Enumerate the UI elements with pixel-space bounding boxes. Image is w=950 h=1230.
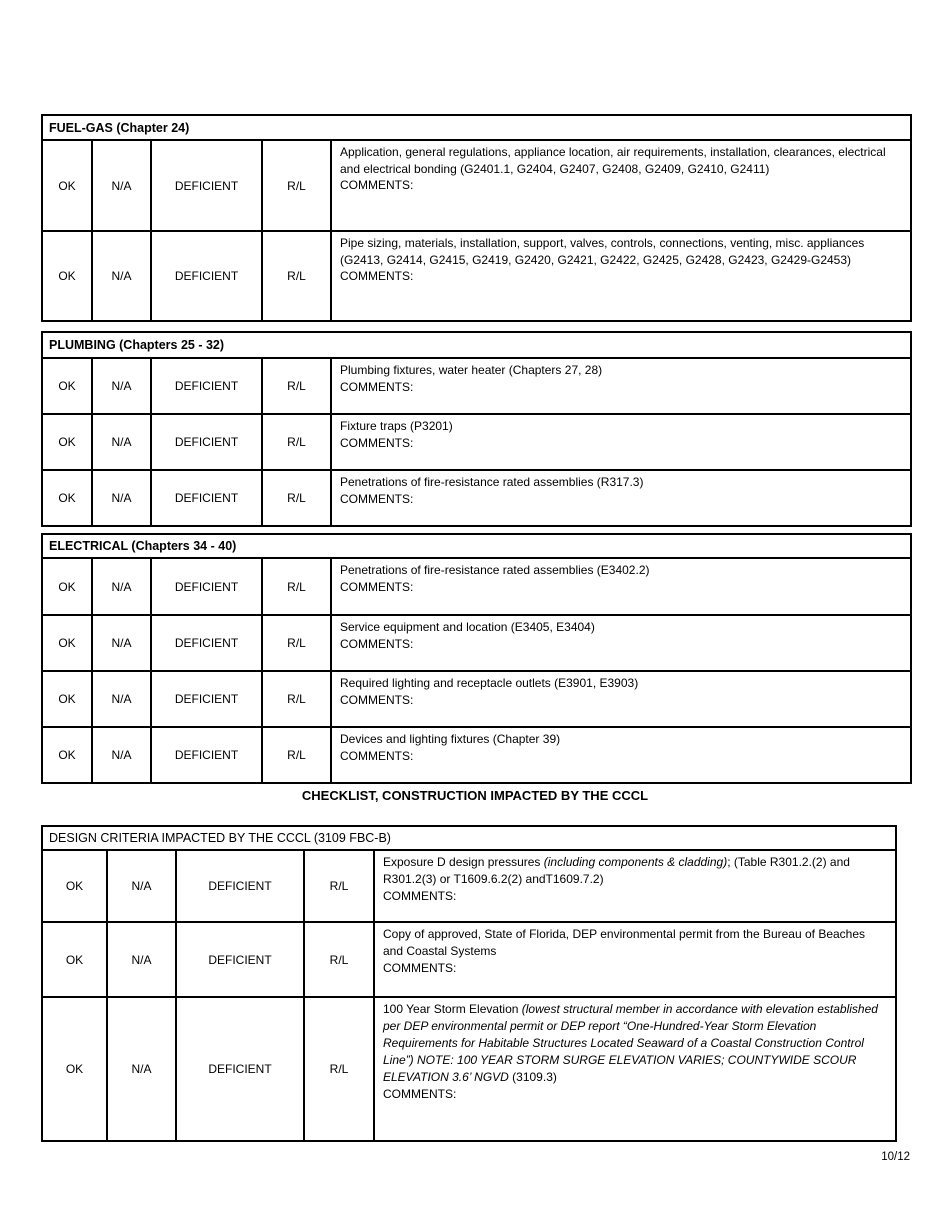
status-cell-ok: OK (42, 615, 92, 671)
section-title-fuel_gas: FUEL-GAS (Chapter 24) (42, 115, 911, 140)
status-cell-ok: OK (42, 414, 92, 470)
item-description-cell (331, 615, 911, 671)
status-cell-r-l: R/L (262, 231, 331, 321)
checklist-row (42, 615, 911, 671)
item-description: Devices and lighting fixtures (Chapter 39) (340, 732, 561, 746)
status-cell-n-a: N/A (92, 231, 151, 321)
item-description: Required lighting and receptacle outlets (E3901, E3903) (340, 676, 639, 690)
checklist-row (42, 140, 911, 231)
item-description-cell (331, 414, 911, 470)
comments-label: COMMENTS: (383, 1087, 457, 1101)
item-description: Pipe sizing, materials, installation, support, valves, controls, connections, venting, misc. appliances (G2413, G2414, G2415, G2419, G2420, G2421, G2422, G2425, G2428, G2423, G2429-G2453) (340, 236, 865, 267)
checklist-row (42, 414, 911, 470)
status-cell-ok: OK (42, 470, 92, 526)
checklist-table-plumbing (41, 331, 912, 527)
item-description: 100 Year Storm Elevation (lowest structural member in accordance with elevation established per DEP environmental permit or DEP report “One-Hundred-Year Storm Elevation Requirements for Habitable Structures Located Seaward of a Coastal Construction Control Line”) NOTE: 100 YEAR STORM SURGE ELEVATION VARIES; COUNTYWIDE SCOUR ELEVATION 3.6’ NGVD (3109.3) (383, 1002, 878, 1084)
status-cell-r-l: R/L (304, 922, 374, 997)
status-cell-ok: OK (42, 558, 92, 615)
item-description-cell (331, 358, 911, 414)
item-description-cell (331, 470, 911, 526)
status-cell-r-l: R/L (262, 727, 331, 783)
section-title-plumbing: PLUMBING (Chapters 25 - 32) (42, 332, 911, 358)
comments-label: COMMENTS: (340, 748, 414, 763)
comments-label: COMMENTS: (340, 579, 414, 594)
comments-label: COMMENTS: (340, 269, 414, 283)
status-cell-deficient: DEFICIENT (151, 470, 262, 526)
page-number: 10/12 (881, 1151, 910, 1163)
item-description-cell (331, 671, 911, 727)
item-description: Application, general regulations, appliance location, air requirements, installation, clearances, electrical and electrical bonding (G2401.1, G2404, G2407, G2408, G2409, G2410, G2411) (340, 145, 886, 176)
status-cell-deficient: DEFICIENT (176, 922, 304, 997)
status-cell-deficient: DEFICIENT (176, 850, 304, 922)
status-cell-n-a: N/A (92, 558, 151, 615)
item-description-cell (374, 922, 896, 997)
section-title-electrical: ELECTRICAL (Chapters 34 - 40) (42, 534, 911, 558)
comments-label: COMMENTS: (340, 491, 414, 506)
checklist-row (42, 358, 911, 414)
status-cell-deficient: DEFICIENT (151, 615, 262, 671)
comments-label: COMMENTS: (383, 889, 457, 903)
status-cell-ok: OK (42, 997, 107, 1141)
item-description: Service equipment and location (E3405, E3404) (340, 620, 595, 634)
status-cell-ok: OK (42, 358, 92, 414)
status-cell-n-a: N/A (92, 727, 151, 783)
status-cell-deficient: DEFICIENT (151, 414, 262, 470)
item-description-cell (374, 850, 896, 922)
status-cell-ok: OK (42, 922, 107, 997)
item-description-cell (331, 727, 911, 783)
item-description-cell (374, 997, 896, 1141)
item-description-cell (331, 558, 911, 615)
status-cell-n-a: N/A (92, 140, 151, 231)
status-cell-r-l: R/L (262, 671, 331, 727)
comments-label: COMMENTS: (340, 636, 414, 651)
status-cell-n-a: N/A (92, 414, 151, 470)
checklist-row (42, 727, 911, 783)
cccl-checklist-heading: CHECKLIST, CONSTRUCTION IMPACTED BY THE CCCL (301, 788, 649, 803)
status-cell-n-a: N/A (107, 922, 176, 997)
checklist-row (42, 558, 911, 615)
status-cell-deficient: DEFICIENT (151, 558, 262, 615)
status-cell-r-l: R/L (262, 140, 331, 231)
checklist-row (42, 850, 896, 922)
status-cell-r-l: R/L (262, 615, 331, 671)
status-cell-n-a: N/A (107, 850, 176, 922)
item-description: Penetrations of fire-resistance rated assemblies (E3402.2) (340, 563, 650, 577)
checklist-row (42, 231, 911, 321)
comments-label: COMMENTS: (340, 435, 414, 450)
checklist-row (42, 997, 896, 1141)
status-cell-deficient: DEFICIENT (151, 140, 262, 231)
section-title-cccl: DESIGN CRITERIA IMPACTED BY THE CCCL (3109 FBC-B) (42, 826, 896, 850)
status-cell-deficient: DEFICIENT (151, 671, 262, 727)
status-cell-deficient: DEFICIENT (151, 727, 262, 783)
item-description: Fixture traps (P3201) (340, 419, 453, 433)
checklist-table-fuel_gas (41, 114, 912, 322)
item-description-cell (331, 140, 911, 231)
item-description: Penetrations of fire-resistance rated assemblies (R317.3) (340, 475, 644, 489)
comments-label: COMMENTS: (340, 379, 414, 394)
status-cell-r-l: R/L (304, 997, 374, 1141)
status-cell-r-l: R/L (262, 558, 331, 615)
status-cell-deficient: DEFICIENT (151, 231, 262, 321)
status-cell-n-a: N/A (92, 470, 151, 526)
item-description: Plumbing fixtures, water heater (Chapters 27, 28) (340, 363, 603, 377)
status-cell-r-l: R/L (262, 414, 331, 470)
status-cell-r-l: R/L (304, 850, 374, 922)
status-cell-ok: OK (42, 727, 92, 783)
status-cell-n-a: N/A (107, 997, 176, 1141)
checklist-row (42, 922, 896, 997)
status-cell-deficient: DEFICIENT (151, 358, 262, 414)
checklist-table-electrical (41, 533, 912, 784)
comments-label: COMMENTS: (383, 961, 457, 975)
checklist-row (42, 671, 911, 727)
item-description: Copy of approved, State of Florida, DEP environmental permit from the Bureau of Beaches and Coastal Systems (383, 927, 866, 958)
status-cell-n-a: N/A (92, 615, 151, 671)
checklist-table-cccl (41, 825, 897, 1142)
status-cell-n-a: N/A (92, 358, 151, 414)
status-cell-n-a: N/A (92, 671, 151, 727)
comments-label: COMMENTS: (340, 692, 414, 707)
status-cell-ok: OK (42, 850, 107, 922)
status-cell-r-l: R/L (262, 470, 331, 526)
item-description: Exposure D design pressures (including components & cladding); (Table R301.2.(2) and R301.2(3) or T1609.6.2(2) andT1609.7.2) (383, 855, 850, 886)
checklist-row (42, 470, 911, 526)
status-cell-ok: OK (42, 231, 92, 321)
status-cell-deficient: DEFICIENT (176, 997, 304, 1141)
status-cell-ok: OK (42, 140, 92, 231)
comments-label: COMMENTS: (340, 178, 414, 192)
item-description-cell (331, 231, 911, 321)
status-cell-r-l: R/L (262, 358, 331, 414)
status-cell-ok: OK (42, 671, 92, 727)
